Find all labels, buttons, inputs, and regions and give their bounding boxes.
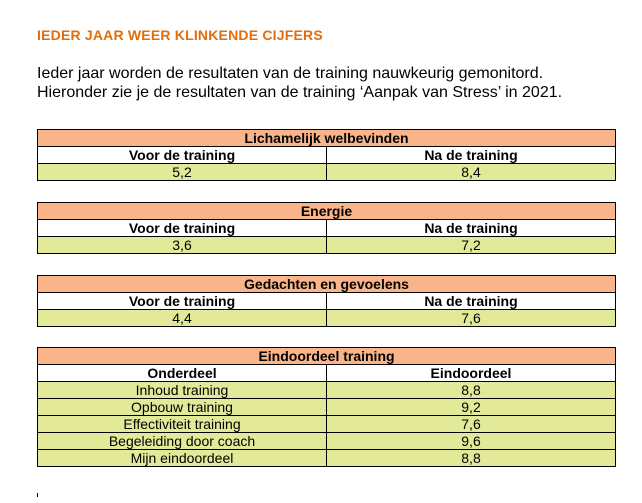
table-cell: Inhoud training: [38, 382, 327, 399]
table-row: [38, 382, 616, 399]
table-eindoordeel-training: [37, 347, 616, 467]
table-cell: Mijn eindoordeel: [38, 450, 327, 467]
column-header: Voor de training: [38, 147, 327, 164]
column-header: Na de training: [327, 293, 616, 310]
table-row: [38, 399, 616, 416]
intro-line-1: Ieder jaar worden de resultaten van de training nauwkeurig gemonitord.: [37, 65, 544, 82]
table-cell: 7,6: [327, 310, 616, 327]
table-title: Eindoordeel training: [38, 348, 616, 365]
table-cell: Opbouw training: [38, 399, 327, 416]
table-row: [38, 416, 616, 433]
table-cell: Begeleiding door coach: [38, 433, 327, 450]
table-cell: 7,6: [327, 416, 616, 433]
column-header: Onderdeel: [38, 365, 327, 382]
table-title: Lichamelijk welbevinden: [38, 130, 616, 147]
table-row: [38, 164, 616, 181]
table-gedachten-en-gevoelens: [37, 275, 616, 327]
table-row: [38, 310, 616, 327]
table-cell: 9,2: [327, 399, 616, 416]
table-row: [38, 237, 616, 254]
column-header: Na de training: [327, 220, 616, 237]
column-header: Voor de training: [38, 293, 327, 310]
table-row: [38, 433, 616, 450]
column-header: Voor de training: [38, 220, 327, 237]
intro-line-2: Hieronder zie je de resultaten van de training ‘Aanpak van Stress’ in 2021.: [37, 84, 563, 101]
table-cell: 7,2: [327, 237, 616, 254]
table-cell: 5,2: [38, 164, 327, 181]
table-energie: [37, 202, 616, 254]
column-header: Eindoordeel: [327, 365, 616, 382]
table-cell: 9,6: [327, 433, 616, 450]
text-cursor-mark: [37, 493, 38, 497]
table-row: [38, 450, 616, 467]
table-cell: 3,6: [38, 237, 327, 254]
page-heading: IEDER JAAR WEER KLINKENDE CIJFERS: [37, 27, 323, 43]
table-cell: 8,4: [327, 164, 616, 181]
table-cell: 4,4: [38, 310, 327, 327]
table-lichamelijk-welbevinden: [37, 129, 616, 181]
table-title: Energie: [38, 203, 616, 220]
table-title: Gedachten en gevoelens: [38, 276, 616, 293]
column-header: Na de training: [327, 147, 616, 164]
table-cell: 8,8: [327, 450, 616, 467]
intro-text: [37, 64, 627, 102]
table-cell: Effectiviteit training: [38, 416, 327, 433]
table-cell: 8,8: [327, 382, 616, 399]
